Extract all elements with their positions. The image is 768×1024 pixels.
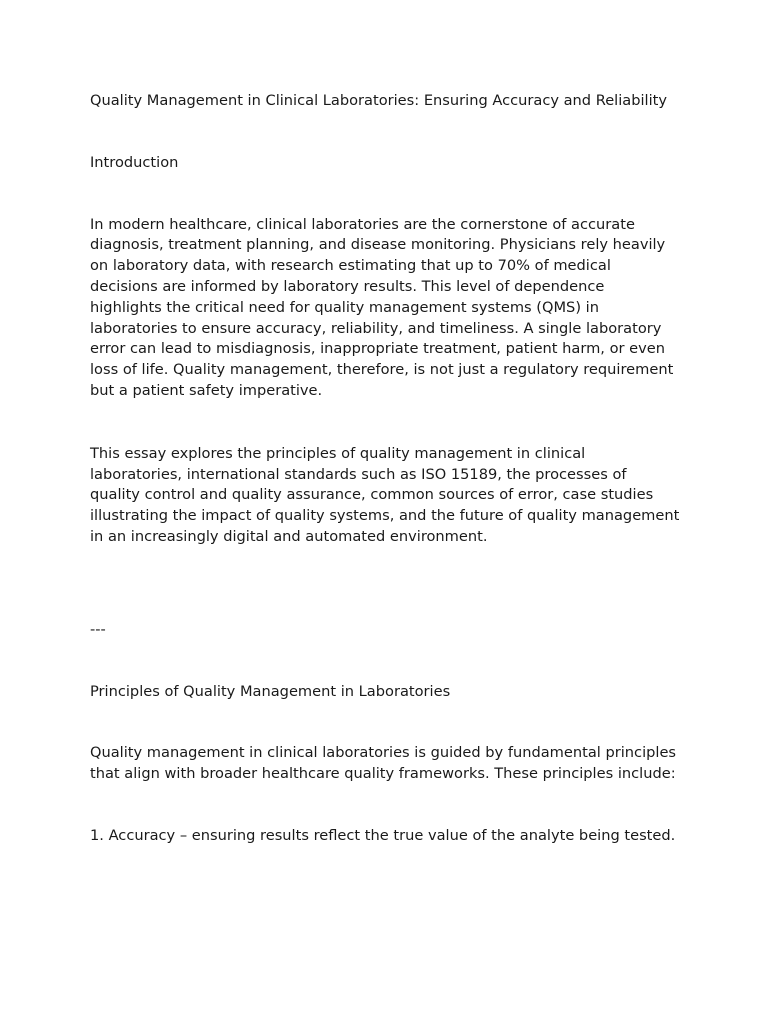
intro-paragraph: In modern healthcare, clinical laboratories are the cornerstone of accurate diagnosis, treatment planning, and disease monitoring. Physicians rely heavily on laboratory data, with research estimating that up to 70% of medical decisions are informed by laboratory results. This level of dependence highlights the critical need for quality management systems (QMS) in laboratories to ensure accuracy, reliability, and timeliness. A single laboratory error can lead to misdiagnosis, inappropriate treatment, patient harm, or even loss of life. Quality management, therefore, is not just a regulatory requirement but a patient safety imperative.	[90, 215, 674, 399]
list-item: 1. Accuracy – ensuring results reflect the true value of the analyte being tested.	[90, 826, 676, 844]
document-title: Quality Management in Clinical Laboratories: Ensuring Accuracy and Reliability	[90, 92, 668, 109]
scope-paragraph: This essay explores the principles of quality management in clinical laboratories, international standards such as ISO 15189, the processes of quality control and quality assurance, common sources of error, case studies illustrating the impact of quality systems, and the future of quality management in an increasingly digital and automated environment.	[90, 444, 680, 545]
principles-heading: Principles of Quality Management in Laboratories	[90, 682, 451, 700]
section-separator: ---	[90, 620, 106, 638]
document-page	[90, 91, 680, 847]
introduction-heading: Introduction	[90, 153, 179, 171]
principles-paragraph: Quality management in clinical laboratories is guided by fundamental principles that align with broader healthcare quality frameworks. These principles include:	[90, 744, 677, 783]
